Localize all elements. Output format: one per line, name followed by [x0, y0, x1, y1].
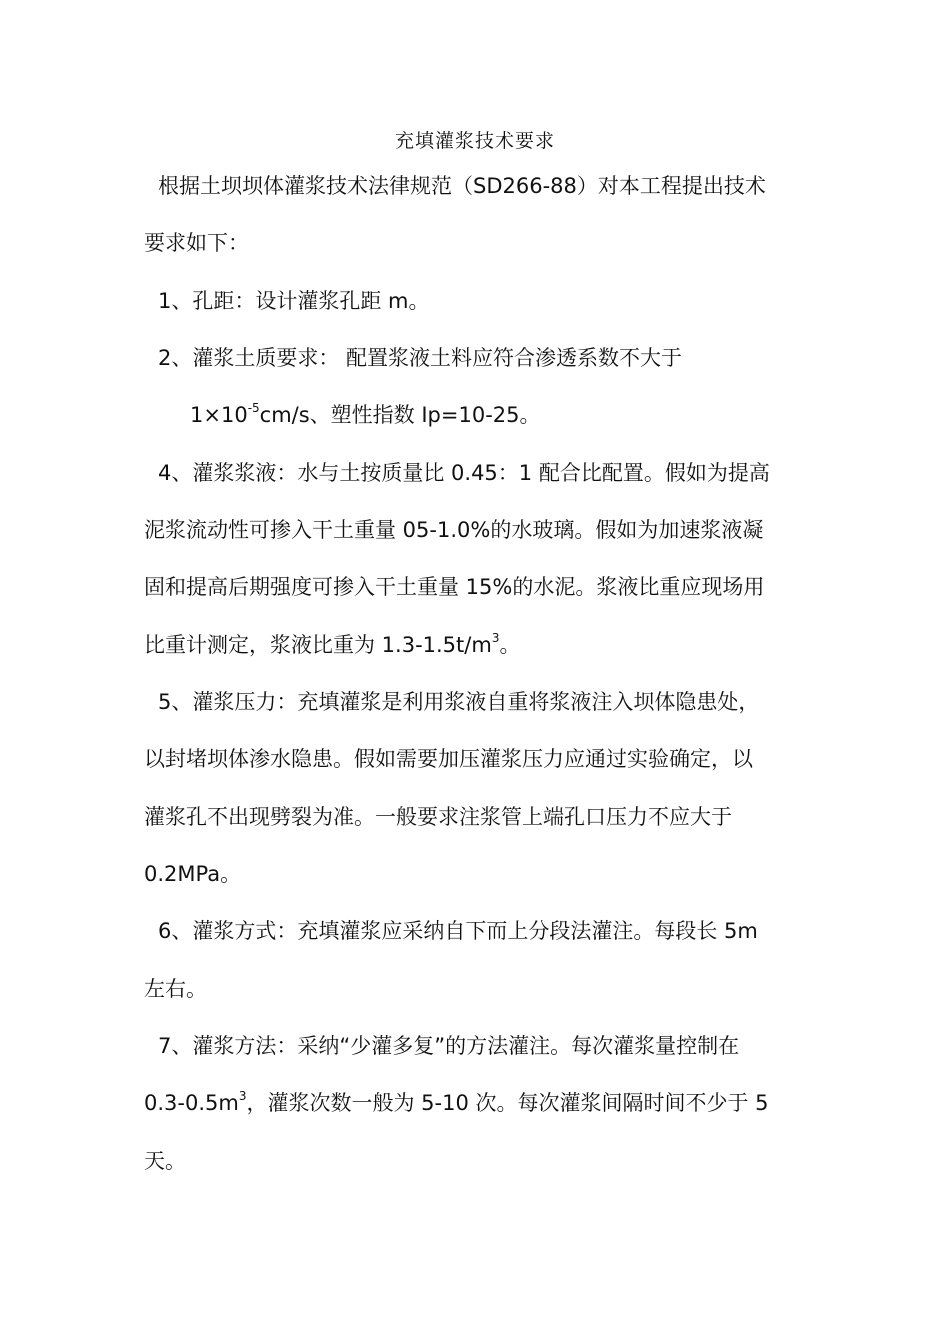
- item-7-line-2-pre: 0.3-0.5m: [144, 1091, 239, 1115]
- item-5-line-1: 5、灌浆压力：充填灌浆是利用浆液自重将浆液注入坝体隐患处，: [158, 690, 760, 714]
- item-4-line-4: [144, 631, 520, 659]
- item-1-hole-spacing: 1、孔距：设计灌浆孔距 m。: [158, 289, 430, 313]
- item-7-line-3: 天。: [144, 1149, 186, 1173]
- item-4-exponent: 3: [491, 631, 500, 645]
- item-5-line-4: 0.2MPa。: [144, 862, 242, 886]
- item-4-line-4-post: 。: [499, 633, 521, 657]
- item-2-line-1: 2、灌浆土质要求： 配置浆液土料应符合渗透系数不大于: [158, 346, 683, 370]
- item-7-line-2: [144, 1089, 769, 1117]
- item-7-exponent: 3: [238, 1089, 247, 1103]
- document-title: 充填灌浆技术要求: [394, 130, 555, 152]
- item-6-line-2: 左右。: [144, 977, 207, 1001]
- item-4-line-4-pre: 比重计测定，浆液比重为 1.3-1.5t/m: [144, 633, 492, 657]
- item-2-line-2: [190, 401, 541, 429]
- item-2-line-2-pre: 1×10: [190, 403, 248, 427]
- item-2-exponent: -5: [247, 401, 260, 415]
- item-7-line-2-post: ，灌浆次数一般为 5-10 次。每次灌浆间隔时间不少于 5: [246, 1091, 769, 1115]
- intro-line-2: 要求如下：: [144, 231, 249, 255]
- intro-line-1: 根据土坝坝体灌浆技术法律规范（SD266-88）对本工程提出技术: [158, 174, 766, 198]
- item-7-line-1: 7、灌浆方法：采纳“少灌多复”的方法灌注。每次灌浆量控制在: [158, 1034, 740, 1058]
- item-6-line-1: 6、灌浆方式：充填灌浆应采纳自下而上分段法灌注。每段长 5m: [158, 919, 758, 943]
- item-4-line-2: 泥浆流动性可掺入干土重量 05-1.0%的水玻璃。假如为加速浆液凝: [144, 518, 764, 542]
- item-4-line-1: 4、灌浆浆液：水与土按质量比 0.45：1 配合比配置。假如为提高: [158, 461, 770, 485]
- item-2-line-2-post: cm/s、塑性指数 Ip=10-25。: [259, 403, 541, 427]
- item-5-line-3: 灌浆孔不出现劈裂为准。一般要求注浆管上端孔口压力不应大于: [144, 805, 732, 829]
- item-4-line-3: 固和提高后期强度可掺入干土重量 15%的水泥。浆液比重应现场用: [144, 575, 765, 599]
- item-5-line-2: 以封堵坝体渗水隐患。假如需要加压灌浆压力应通过实验确定，以: [144, 747, 753, 771]
